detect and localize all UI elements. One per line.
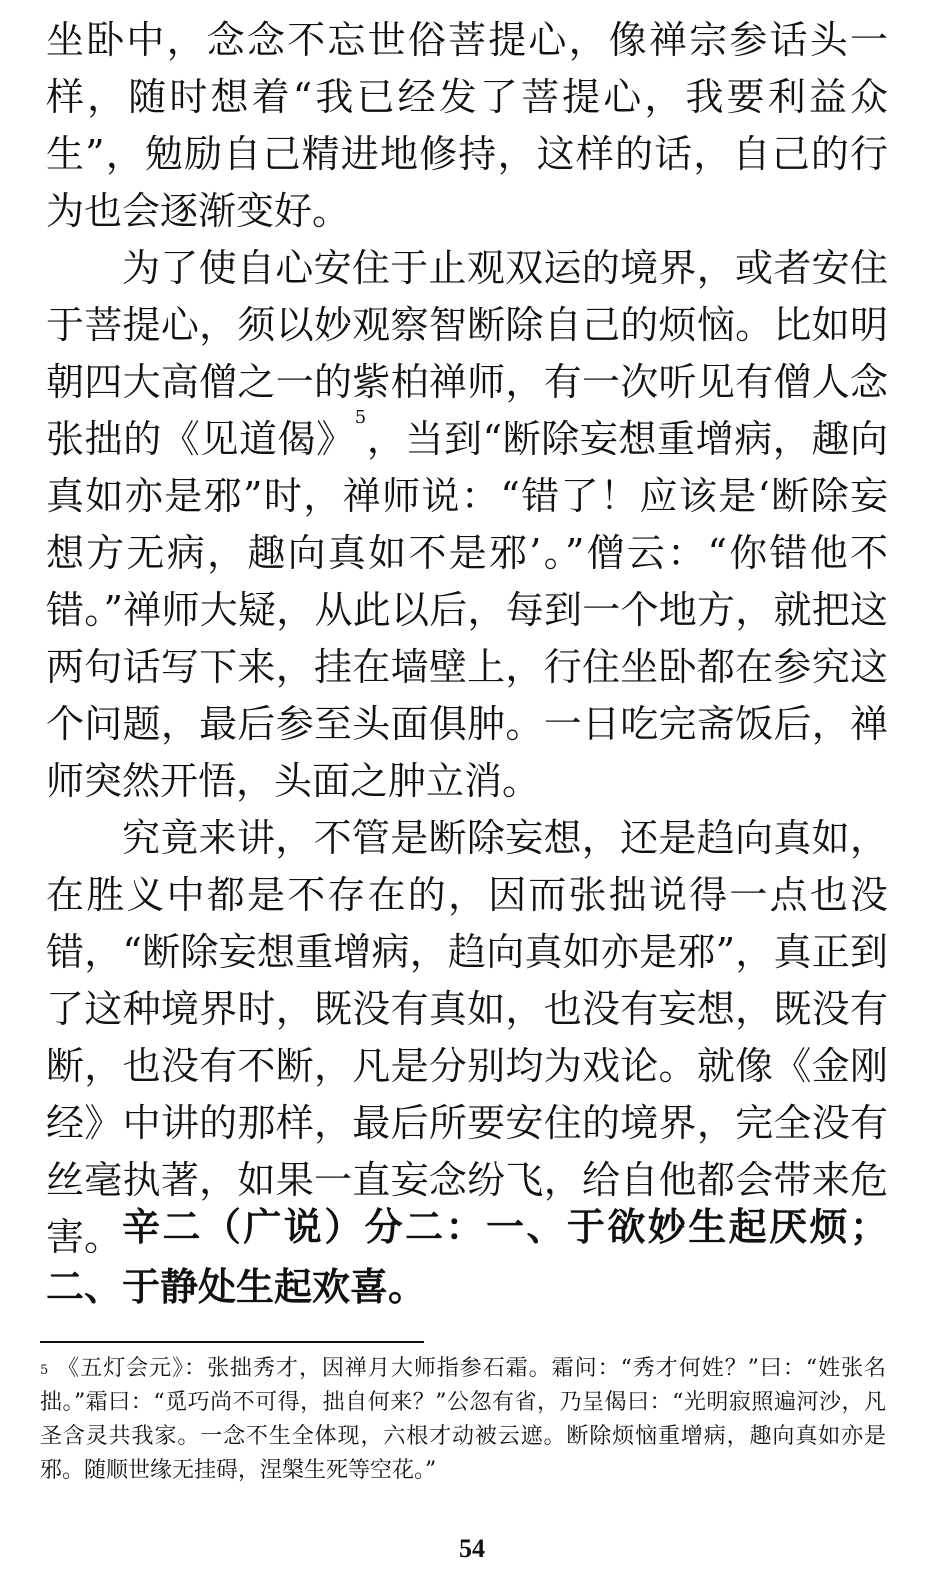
footnote <box>40 1352 886 1488</box>
paragraph-2-text-a: 为了使自心安住于止观双运的境界，或者安住于菩提心，须以妙观察智断除自己的烦恼。比如明朝四大高僧之一的紫柏禅师，有一次听见有僧人念张拙的《见道偈》 <box>46 246 888 461</box>
footnote-reference[interactable]: 5 <box>354 407 367 428</box>
section-heading: 辛二（广说）分二：一、于欲妙生起厌烦；二、于静处生起欢喜。 <box>46 1204 888 1309</box>
paragraph-1: 坐卧中，念念不忘世俗菩提心，像禅宗参话头一样，随时想着“我已经发了菩提心，我要利益众生”，勉励自己精进地修持，这样的话，自己的行为也会逐渐变好。 <box>46 18 888 233</box>
paragraph-2 <box>46 240 888 810</box>
paragraph-2-text-b: ，当到“断除妄想重增病，趣向真如亦是邪”时，禅师说：“错了！应该是‘断除妄想方无病，趣向真如不是邪’。”僧云：“你错他不错。”禅师大疑，从此以后，每到一个地方，就把这两句话写下来，挂在墙壁上，行住坐卧都在参究这个问题，最后参至头面俱肿。一日吃完斋饭后，禅师突然开悟，头面之肿立消。 <box>46 417 888 803</box>
footnote-number: 5 <box>40 1363 49 1378</box>
footnote-divider <box>40 1341 424 1343</box>
footnote-text: 《五灯会元》：张拙秀才，因禅月大师指参石霜。霜问：“秀才何姓？”曰：“姓张名拙。”霜曰：“觅巧尚不可得，拙自何来？”公忽有省，乃呈偈曰：“光明寂照遍河沙，凡圣含灵共我家。一念不生全体现，六根才动被云遮。断除烦恼重增病，趣向真如亦是邪。随顺世缘无挂碍，涅槃生死等空花。” <box>40 1356 886 1483</box>
main-text <box>46 12 888 1266</box>
page-number: 54 <box>459 1534 485 1563</box>
paragraph-3: 究竟来讲，不管是断除妄想，还是趋向真如，在胜义中都是不存在的，因而张拙说得一点也没错，“断除妄想重增病，趋向真如亦是邪”，真正到了这种境界时，既没有真如，也没有妄想，既没有断，也没有不断，凡是分别均为戏论。就像《金刚经》中讲的那样，最后所要安住的境界，完全没有丝毫执著，如果一直妄念纷飞，给自他都会带来危害。 <box>46 816 888 1259</box>
